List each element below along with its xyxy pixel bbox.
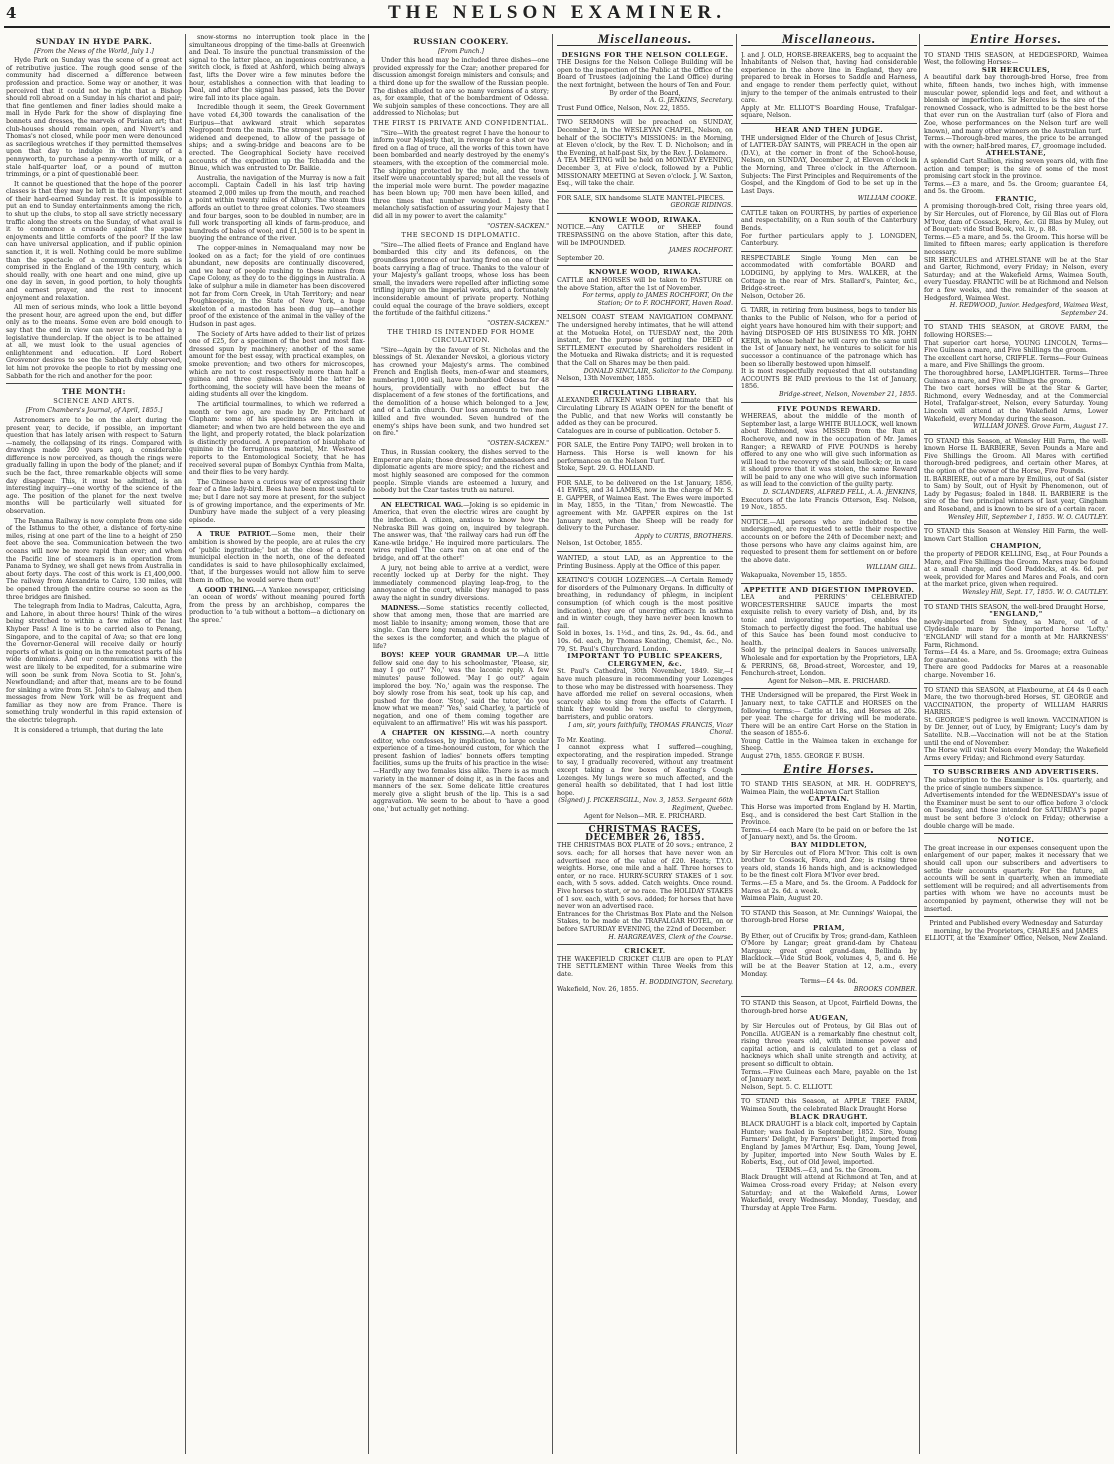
item-title: A CHAPTER ON KISSING.: [381, 730, 485, 738]
ad-body: THE CHRISTMAS BOX PLATE of 20 sovs.; entrance, 2 sovs. each; for all horses that have never won an advertised race of the value of £20. Heats; T.Y.O. weights. Horse, one mile and a half. Three horses to enter, or no race. HURRY-SCURRY STAKES of 1 sov. each, with 5 sovs. added. Catch weights. Once round. Five horses to start, or no race. The HOLIDAY STAKES of 1 sov. each, with 5 sovs. added; for horses that have never won an advertised race.: [557, 842, 733, 911]
ad-terms: Terms.—Five Guineas each Mare, payable on the 1st of January next.: [741, 1068, 917, 1084]
article-source: [From Punch.]: [438, 47, 484, 55]
item-body: —A Yankee newspaper, criticising 'an ocean of words' without meaning poured forth from the press by an archbishop, compares the production to 'a tub without a bottom—a dictionary on the spree.': [189, 586, 365, 624]
ad-footer: The Horse will visit Nelson every Monday; the Wakefield Arms every Friday; and Richmond every Saturday.: [924, 747, 1108, 762]
ad-signature: BROOKS COMBER.: [853, 985, 917, 993]
horse-advertisement: [924, 49, 1108, 321]
ad-body: Young Cattle in the Waimea taken in exchange for Sheep.: [741, 737, 917, 753]
horse-name: CHAMPION,: [990, 542, 1042, 551]
advertisement: [741, 583, 917, 689]
ad-body: A TEA MEETING will be held on MONDAY EVENING, December 3, at Five o'clock, followed by a Public MISSIONARY MEETING at Seven o'clock. J. W. Saxton, Esq., will take the chair.: [557, 157, 733, 188]
column-3: [373, 34, 549, 1456]
advertisement: [741, 303, 917, 401]
article-subhead: THE FIRST IS PRIVATE AND CONFIDENTIAL.: [373, 118, 549, 127]
advertisement: [741, 49, 917, 123]
advertisement: [557, 386, 733, 439]
ad-signature: H. HARGREAVES, Clerk of the Course.: [608, 933, 733, 941]
ad-body: THE undersigned Elder of the Church of Jesus Christ, of LATTER-DAY SAINTS, will PREACH in the open air (D.V.), at the corner in front of the School-house, Nelson, on SUNDAY, December 2, at Eleven o'clock in the Morning, and Three o'clock in the Afternoon. Subjects: The First Principles and Requirements of the Gospel, and the Kingdom of God to be set up in the Last Days.: [741, 134, 917, 195]
ad-signature: (Signed) J. PICKERSGILL, Nov. 3, 1853. Sergeant 66th Regiment, Quebec.: [558, 797, 733, 813]
article-paragraph: "Sire—Again by the favour of St. Nicholas and the blessings of St. Alexander Nevskoi, a glorious victory has crowned your Majesty's arms. The combined French and English fleets, men-of-war and steamers, numbering 1,000 sail, have bombarded Odessa for 48 hours, providentially with no effect but the displacement of a few stones of the fortifications, and the demolition of a house which belonged to a Jew, and of a Latin church. Our loss amounts to two men killed and five wounded. Seven hundred of the enemy's ships have been sunk, and two hundred set on fire.": [373, 346, 549, 438]
horse-name: BLACK DRAUGHT.: [790, 1112, 868, 1121]
ad-signature: GEORGE RIDINGS.: [670, 202, 733, 210]
paragraph-item: [373, 605, 549, 651]
item-body: —A little fellow said one day to his schoolmaster, 'Please, sir, may I go out?' 'No,' was the laconic reply. A few minutes' pause followed. 'May I go out?' again implored the boy. 'No,' again was the response. The boy slowly rose from his seat, took up his cap, and pushed for the door. 'Stop,' said the tutor, 'do you know what we mean?' 'Yes,' said Charley, 'a particle of negation, and one of them coming together are equivalent to an affirmative!' His wit was his passport.: [373, 652, 549, 728]
ad-body: THE WAKEFIELD CRICKET CLUB are open to PLAY THE SETTLEMENT within Three Weeks from this date.: [557, 955, 733, 978]
article-paragraph: "Sire—The allied fleets of France and England have bombarded this city and its defences, on the groundless pretence of our having fired on one of their boats carrying a flag of truce. Thanks to the valour of your Majesty's gallant troops, whose loss has been small, the invaders were repelled after inflicting some trifling injury on the imperial works, and a fortunately inconsiderable amount of private property. Nothing could equal the courage of the brave soldiers, except the fortitude of the faithful citizens.": [373, 241, 549, 318]
article-source: [From the News of the World, July 1.]: [34, 47, 154, 55]
advertisement: [741, 123, 917, 206]
paragraph-item: [189, 531, 365, 584]
item-title: AN ELECTRICAL WAG.: [381, 501, 464, 509]
horse-name: AUGEAN,: [809, 1014, 849, 1023]
advertisement: [741, 206, 917, 251]
ad-body: FOR SALE, the Entire Pony TAIPO; well broken in to Harness. This Horse is well known for his performances on the Nelson Turf.: [557, 442, 733, 465]
article-paragraph: Hyde Park on Sunday was the scene of a great act of retributive justice. The rough good sense of the community had discerned a difference between profession and practice. Some way or another, it was perceived that it could not be right that a Bishop should roll abroad on a Sunday in his chariot and pair; that fine gentlemen and finer ladies should make a mall in Hyde Park for the show of displaying fine bonnets and dresses, the marvels of Parisian art; that club-houses should remain open, and Nivert's and Thomas's not closed, while poor men were denounced as sacrilegious wretches if they permitted themselves upon that day to indulge in the luxury of a pennyworth, to purchase a penny-worth of milk, or a stale half-quarter loaf, or a pound of mutton trimmings, or a pint of questionable beer.: [6, 57, 182, 179]
ad-body: TO STAND this Season, at Upcot, Fairfield Downs, the thorough-bred horse: [741, 1000, 917, 1015]
ad-body: LEA and PERRINS' CELEBRATED WORCESTERSHIRE SAUCE imparts the most exquisite relish to every variety of Dish, and, by its tonic and invigorating properties, enables the Stomach to perfectly digest the food. The habitual use of this Sauce has been found most conducive to health.: [741, 594, 917, 647]
advertisement: [741, 688, 917, 763]
horse-advertisement: [741, 1094, 917, 1215]
ad-body: TO STAND this Season, at Wensley Hill Farm, the well-known Horse IL BARBIERE, Seven Pounds a Mare and Five Shillings the Groom. All Mares with certified thorough-bred pedigrees, and certain other Mares, at the option of the owner of the Horse, Five Pounds.: [924, 437, 1108, 476]
ad-footer: Catalogues are in course of publication. October 5.: [557, 427, 721, 435]
article-paragraph: All men of serious minds, who look a little beyond the present hour, are agreed upon the end, but differ only as to the means. Some even are bold enough to say that the end in view can never be reached by a legislative thunderclap. If the object is to be attained at all, we must look to the usual agencies of enlightenment and education. If Lord Robert Grosvenor desires to see the Sabbath duly observed, let him not provoke the people to riot by messing one Sabbath for the rich and another for the poor.: [6, 304, 182, 380]
horse-advertisement: [924, 524, 1108, 599]
item-title: BOYS! KEEP YOUR GRAMMAR UP.: [381, 652, 518, 660]
paragraph-item: [189, 587, 365, 625]
ad-body: by Sir Hercules out of Flora M'Ivor. This colt is own brother to Cossack, Flora, and Zoe; is rising three years old, stands 16 hands high, and is acknowledged to be the finest colt Flora M'Ivor ever bred.: [741, 849, 917, 880]
ad-body: ALEXANDER AITKEN wishes to intimate that his Circulating Library IS AGAIN OPEN for the benefit of the Public, and that new Works will constantly be added as they can be procured.: [557, 397, 733, 428]
ad-body: St. Paul's Cathedral, 30th November, 1849. Sir,—I have much pleasure in recommending your Lozenges to those who may be distressed with hoarseness. They have afforded me relief on several occasions, when scarcely able to sing from the effects of Catarrh. I think they would be very useful to clergymen, barristers, and public orators.: [557, 668, 733, 721]
ad-body: A splendid Cart Stallion, rising seven years old, with fine action and temper; is the sire of some of the most promising cart stock in the province.: [924, 157, 1108, 181]
ad-footer: Trust Fund Office, Nelson, Nov. 22, 1855.: [557, 104, 690, 112]
horse-advertisement: [741, 778, 917, 906]
ad-body: newly-imported from Sydney, sa Mare, out of a Clydesdale mare by the imported horse 'Lofty.' 'ENGLAND' will stand for a month at Mr. HARKNESS' Farm, Richmond.: [924, 618, 1108, 649]
ad-body: TO STAND this Season, at Mr. Cunnings' Waiopai, the thorough-bred Horse: [741, 909, 917, 925]
article-paragraph: The Society of Arts have added to their list of prizes one of £25, for a specimen of the best and most flax-dressed spun by machinery; another of the same amount for the best essay, with practical examples, on smoke prevention; and two others for microscopes, which are not to cost respectively more than half a guinea and three guineas. Should the latter be forthcoming, the society will have been the means of aiding students all over the kingdom.: [189, 330, 365, 399]
ad-body: THE Undersigned will be prepared, the First Week in January next, to take CATTLE and HORSES on the following terms:— Cattle at 18s., and Horses at 20s. per year. The charge for driving will be moderate. There will be an entire Cart Horse on the Station in the season of 1855-6.: [741, 692, 917, 738]
ad-signature: DONALD SINCLAIR, Solicitor to the Company.: [583, 367, 733, 375]
ad-heading: APPETITE AND DIGESTION IMPROVED.: [743, 585, 915, 594]
newspaper-title: THE NELSON EXAMINER.: [387, 2, 727, 23]
column-divider: [552, 34, 553, 1454]
ad-terms: Terms.—£3 a mare, and 5s. the Groom; guarantee £4, and 5s. the Groom.: [924, 180, 1108, 196]
ad-heading: CIRCULATING LIBRARY.: [592, 388, 698, 397]
ad-footer: Nelson, 1st October, 1855.: [557, 540, 643, 548]
advertisement: [557, 265, 733, 310]
ad-body: by Sir Hercules out of Proteus, by Gil Blas out of Poncilla. AUGEAN is a remarkably fine chestnut colt, rising three years old, with immense power and capital action, and is calculated to get a class of hackneys which shall unite strength and activity, at present so difficult to obtain.: [741, 1023, 917, 1069]
ad-signature: H. BODDINGTON, Secretary.: [639, 978, 733, 986]
ad-body: KEATING'S COUGH LOZENGES.—A Certain Remedy for disorders of the Pulmonary Organs. In difficulty of breathing, in redundancy of phlegm, in incipient consumption (of which cough is the most positive indication), they are of unerring efficacy. In asthma and in winter cough, they have never been known to fail.: [557, 577, 733, 630]
section-heading-misc: Miscellaneous.: [741, 35, 917, 46]
article-paragraph: The artificial tourmalines, to which we referred a month or two ago, are made by Dr. Pritchard of Clapham: some of his specimens are an inch in diameter; and when two are held between the eye and the light, and properly rotated, the black polarization is distinctly produced. A preparation of bisulphate of quinine in the ferruginous material, Mr. Westwood reports to the Entomological Society, that he has received several pupæ of Bombyx Cynthia from Malta, and their flies to be very hardy.: [189, 400, 365, 477]
ad-heading: KNOWLE WOOD, RIWAKA.: [588, 215, 702, 224]
ad-body: J. and J. OLD, HORSE-BREAKERS, beg to acquaint the Inhabitants of Nelson that, having had considerable experience in the above line in England, they are prepared to break in Horses to Saddle and Harness, and engage to render them perfectly quiet, without injury to the temper of the animals entrusted to their care.: [741, 51, 917, 105]
ad-body: NELSON COAST STEAM NAVIGATION COMPANY. The undersigned hereby intimates, that he will attend at the Motueka Hotel, on TUESDAY next, the 20th instant, for the purpose of getting the DEED of SETTLEMENT executed by Shareholders resident in the Motueka and Riwaka districts; and it is requested that the Call on Shares may be then paid.: [557, 314, 733, 367]
notice-body: Advertisements intended for the WEDNESDAY's issue of the Examiner must be sent to our office before 3 o'clock on Tuesday, and those intended for SATURDAY's paper must be sent before 3 o'clock on Friday; otherwise a double charge will be made.: [924, 792, 1108, 830]
ad-signature: JAMES ROCHFORT.: [668, 247, 733, 255]
section-heading-misc: Miscellaneous.: [557, 35, 733, 46]
ad-footer: There are good Paddocks for Mares at a reasonable charge. November 16.: [924, 664, 1108, 679]
advertisement: [557, 213, 733, 266]
column-6: [924, 34, 1108, 1456]
ad-signature: D. SCLANDERS, ALFRED FELL, A. A. JENKINS,: [762, 489, 917, 497]
section-heading-horses: Entire Horses.: [924, 35, 1108, 46]
notice: [924, 833, 1108, 916]
ad-body: Sold by the principal dealers in Sauces universally. Wholesale and for exportation by the Proprietors, LEA & PERRINS, 68, Broad-street, Worcester, and 19, Fenchurch-street, London.: [741, 647, 917, 678]
advertisement: [741, 251, 917, 304]
column-1: [6, 34, 182, 1456]
advertisement: [557, 49, 733, 116]
advertisement: [557, 551, 733, 573]
ad-footer: Stoke, Sept. 29. G. HOLLAND.: [557, 465, 655, 473]
ad-footer: Nelson, 13th November, 1855.: [557, 375, 655, 383]
horse-name: "ENGLAND,": [989, 610, 1043, 619]
ad-terms: Terms.—£4 each Mare (to be paid on or before the 1st of January next), and 5s. the Groom.: [741, 826, 917, 842]
advertisement: [557, 191, 733, 213]
ad-footer: Nelson, Sept. 5. C. ELLIOTT.: [741, 1083, 833, 1091]
notice-body: The great increase in our expenses consequent upon the enlargement of our paper, makes it necessary that we should call upon our subscribers and advertisers to settle their accounts quarterly. For the future, all accounts will be sent in quarterly, when an immediate settlement will be required; and all advertisements from parties with whom we have no accounts must be accompanied by payment, otherwise they will not be inserted.: [924, 844, 1108, 913]
imprint-text: Printed and Published every Wednesday and Saturday morning, by the Proprietors, CHARLES and JAMES ELLIOTT, at the 'Examiner' Office, Nelson, New Zealand.: [924, 920, 1108, 943]
ad-terms: Terms.—Thorough-bred mares, the price to be arranged with the owner; half-bred mares, £7, groomage included.: [924, 135, 1108, 150]
ad-body: For further particulars apply to J. LONGDEN, Canterbury.: [741, 232, 917, 248]
ad-signature: WILLIAM COOKE.: [857, 195, 917, 203]
ad-body: WANTED, a stout LAD, as an Apprentice to the Printing Business. Apply at the Office of this paper.: [557, 555, 733, 570]
notice-body: The subscription to the Examiner is 10s. quarterly, and the price of single numbers sixpence.: [924, 777, 1108, 792]
horse-advertisement: [741, 906, 917, 997]
ad-signature: Bridge-street, Nelson, November 21, 1855.: [778, 390, 917, 398]
ad-heading: DESIGNS FOR THE NELSON COLLEGE.: [561, 50, 729, 59]
page-number: 4: [6, 4, 17, 22]
horse-advertisement: [924, 600, 1108, 683]
ad-footer: Nelson, October 26.: [741, 292, 806, 300]
ad-body: CATTLE taken on FOURTHS, by parties of experience and respectability, on a Run south of the Canterbury Bends.: [741, 209, 917, 233]
ad-body: G. TARR, in retiring from business, begs to tender his thanks to the Public of Nelson, who for a period of eight years have honoured him with their support; and having DISPOSED OF HIS BUSINESS TO MR. JOHN KERR, in whose behalf he will carry on the same until the 1st of January next, he ventures to solicit for his successor a continuance of the patronage which has been so liberally bestowed upon himself.: [741, 307, 917, 368]
ad-signature: I am, sir, yours faithfully, THOMAS FRANCIS, Vicar Choral.: [568, 721, 733, 737]
item-title: MADNESS.: [381, 604, 420, 612]
article-paragraph: A jury, not being able to arrive at a verdict, were recently locked up at Derby for the night. They immediately commenced playing leap-frog, to the annoyance of the court, while they managed to pass away the night in sundry diversions.: [373, 564, 549, 602]
paragraph-item: [373, 502, 549, 563]
horse-advertisement: [741, 996, 917, 1094]
ad-body: TO STAND this SEASON, at Flaxbourne, at £4 4s 0 each Mare, the two thorough-bred Horses, ST. GEORGE and VACCINATION, the property of WILLIAM HARRIS HARRIS.: [924, 686, 1108, 717]
ad-body: A beautiful dark bay thorough-bred Horse, free from white, fifteen hands, two inches high, with immense muscular power, splendid legs and feet, and without a blemish or imperfection. Sir Hercules is the sire of the renowned Cossack, who is admitted to be the best horse that ever run on the Australian turf (also of Flora and Zoe, whose performances on the Nelson turf are well known), and many other winners on the Australian turf.: [924, 74, 1108, 135]
column-divider: [919, 34, 920, 1454]
horse-name: PRIAM,: [812, 923, 846, 932]
ad-body: TO STAND this Season at Wensley Hill Farm, the well-known Cart Stallion: [924, 528, 1108, 543]
ad-body: TO STAND THIS SEASON, at GROVE FARM, the following HORSES:—: [924, 324, 1108, 339]
ad-body: This Horse was imported from England by H. Martin, Esq., and is considered the best Cart Stallion in the Province.: [741, 804, 917, 827]
article-paragraph: Under this head may be included three dishes—one provided expressly for the Czar; another prepared for discussion amongst foreign ministers and consuls; and a third done up for the swallow of the Russian people. The dishes alluded to are so many versions of a story; as, for example, that of the bombardment of Odessa. We subjoin samples of these concoctions. They are all addressed to Nicholas; but: [373, 57, 549, 118]
ad-signature: For terms, apply to JAMES ROCHFORT, On the Station; Or to F. ROCHFORT, Haven Road.: [582, 292, 733, 307]
advertisement: [557, 438, 733, 475]
ad-signature: Wensley Hill, September 1, 1855. W. O. CAUTLEY.: [947, 513, 1108, 521]
signature: "OSTEN-SACKEN.": [487, 319, 549, 327]
ad-heading: CRICKET.: [624, 947, 666, 956]
item-body: —Some men, their their ambition is showed by the people, are at rules the cry of 'public ingratitude;' but at the close of a recent municipal election in the north, one of the defeated candidates is said to have philosophically exclaimed, 'that, if the burgesses would not allow him to serve them in office, he would serve them out!': [189, 531, 365, 584]
ad-terms: Terms—£4 4s. a Mare, and 5s. Groomage; extra Guineas for guarantee.: [924, 649, 1108, 664]
article-title: SUNDAY IN HYDE PARK.: [35, 37, 153, 46]
ad-body: CATTLE and HORSES will be taken to PASTURE on the above Station, after the 1st of November.: [557, 277, 733, 292]
divider: [6, 383, 182, 384]
ad-footer: Wakapuaka, November 15, 1855.: [741, 572, 848, 579]
ad-line: By order of the Board,: [609, 89, 681, 97]
divider: [189, 527, 365, 528]
ad-body: Sold in boxes, 1s. 1½d., and tins, 2s. 9d., 4s. 6d., and 10s. 6d. each, by Thomas Keating, Chemist, &c., No. 79, St. Paul's Churchyard, London.: [557, 630, 733, 653]
column-divider: [185, 34, 186, 1454]
paragraph-item: [373, 652, 549, 728]
horse-name: CAPTAIN.: [808, 795, 850, 804]
ad-footer: To Mr. Keating.: [557, 736, 606, 744]
horse-advertisement: [924, 434, 1108, 525]
ad-signature: WILLIAM GILL.: [866, 564, 917, 572]
ad-heading: HEAR AND THEN JUDGE.: [774, 125, 884, 134]
article-paragraph: Thus, in Russian cookery, the dishes served to the Emperor are plain; those dressed for ambassadors and diplomatic agents are more spicy; and the richest and most highly seasoned are composed for the common people. Simple viands are esteemed a luxury, and nobody but the Czar tastes truth au naturel.: [373, 449, 549, 495]
ad-body: That superior cart horse, YOUNG LINCOLN, Terms—Five Guineas a mare, and Five Shillings the groom.: [924, 339, 1108, 355]
column-2: [189, 34, 365, 1456]
ad-signature: Apply to CURTIS, BROTHERS.: [635, 532, 733, 540]
column-divider: [736, 34, 737, 1454]
ad-agent: Agent for Nelson—MR. E. PRICHARD.: [767, 677, 891, 685]
ad-body: It is most respectfully requested that all outstanding ACCOUNTS BE PAID previous to the 1st of January, 1856.: [741, 368, 917, 391]
horse-name: BAY MIDDLETON,: [790, 841, 868, 849]
ad-signature: WILLIAM JONES. Grove Farm, August 17.: [973, 423, 1108, 431]
ad-terms: Terms.—£5 a Mare, and 5s. the Groom. A Paddock for Mares at 2s. 6d. a week.: [741, 879, 917, 895]
article-paragraph: The Panama Railway is now complete from one side of the Isthmus to the other, a distance of forty-nine miles, rising at one part of the line to a height of 250 feet above the sea. Communication between the two oceans will now be more rapid than ever; and when the Pacific line of steamers is in operation from Panama to Sydney, we shall get news from Australia in about forty days. The cost of this work is £1,400,000. The railway from Alexandria to Cairo, 130 miles, will be opened through the entire course so soon as the three bridges are finished.: [6, 517, 182, 601]
article-title: RUSSIAN COOKERY.: [413, 37, 509, 46]
article-paragraph: It is considered a triumph, that during the late: [14, 726, 164, 734]
horse-name: SIR HERCULES,: [981, 65, 1051, 74]
column-4: [557, 34, 733, 1456]
item-body: —Joking is so epidemic in America, that even the electric wires are caught by the infection. A citizen, anxious to know how the Nebraska Bill was going on, inquired by telegraph. The answer was, that 'the railway cars had run off the Kane-wile bridge.' He inquired more particulars. The wires replied 'The cars ran on at one end of the bridge, and off at the other!': [373, 501, 549, 562]
ad-footer: September 20.: [557, 254, 605, 262]
ad-body: The two cart horses will be at the Star & Garter, Richmond, every Wednesday, and at the Commercial Hotel, Trafalgar-street, Nelson, every Saturday. Young Lincoln will attend at the Wakefield Arms, Lower Wakefield, every Monday during the season.: [924, 385, 1108, 423]
ad-body: Entrances for the Christmas Box Plate and the Nelson Stakes, to be made at the TRAFALGAR HOTEL, on or before SATURDAY EVENING, the 22nd of December.: [557, 910, 733, 933]
horse-advertisement: [924, 320, 1108, 433]
signature: "OSTEN-SACKEN.": [487, 439, 549, 447]
ad-terms: TERMS.—£3, and 5s. the Groom.: [776, 1166, 882, 1174]
ad-terms: Terms—£4 4s. 0d.: [800, 978, 858, 986]
ad-body: TO STAND THIS SEASON, the well-bred Draught Horse,: [924, 603, 1106, 611]
ad-body: THE Designs for the Nelson College Building will be open to the inspection of the Public at the Office of the Board of Trustees (adjoining the Land Office) during the next fortnight, between the hours of Ten and Four.: [557, 59, 733, 89]
ad-body: Black Draught will attend at Richmond at Ten, and at Waimea Cross-road every Friday; at Nelson every Saturday; and at the Wakefield Arms, Lower Wakefield, every Wednesday. Monday, Tuesday, and Thursday at Apple Tree Farm.: [741, 1174, 917, 1212]
article-paragraph: "Sire—With the greatest regret I have the honour to inform your Majesty that, in revenge for a shot or two fired on a flag of truce, all the works of this town have been bombarded and nearly destroyed by the enemy's steamers, with the exception of the commercial mole. The shipping protected by the mole, and the town itself were unaccountably spared; but all the vessels of the imperial mole were burnt. The powder magazine has been blown up; 700 men have been killed, and three times that number wounded. I have the melancholy satisfaction of assuring your Majesty that I did all in my power to avert the calamity.": [373, 129, 549, 221]
ad-body: the property of PEDOR KELLING, Esq., at Four Pounds a Mare, and Five Shillings the Groom. Mares may be found at a small charge, and Good Paddocks, at 4s. 6d. per week, provided for Mares and Mares and Foals, and corn at the market price, given when required.: [924, 551, 1108, 589]
item-title: A TRUE PATRIOT.: [197, 531, 272, 539]
ad-body: FOR SALE, to be delivered on the 1st January, 1856, 41 EWES, and 34 LAMBS, now in the charge of Mr. S. E. GAPPER, of Waimea East. The Ewes were imported in May, 1855, in the 'Titan,' from Newcastle. The agreement with Mr. GAPPER expires on the 1st January next, when the Sheep will be ready for delivery to the Purchaser.: [557, 479, 733, 533]
ad-body: IL BARBIERE, out of a mare by Emilius, out of Sal (sister to Sam) by Soult, out of Hysit by Phenomenon, out of Lady by Pegasus; foaled in 1848. IL BARBIERE is the sire of the two principal winners of last year, Gingham and Roseband, and is known to be sire of a certain racer.: [924, 475, 1108, 514]
ad-body: SIR HERCULES and ATHELSTANE will be at the Star and Garter, Richmond, every Friday; in Nelson, every Saturday; and at the Wakefield Arms, Waimea South, every Tuesday. FRANTIC will be at Richmond and Nelson for a few weeks, and the remainder of the season at Hedgesford, Waimea West.: [924, 256, 1108, 302]
item-body: —Some statistics recently collected, show that among men, those that are married are most liable to insanity; among women, those that are single. Can there long remain a doubt as to which of the sexes is the comforter, and which the plague of life?: [373, 604, 549, 650]
ad-terms: Terms.—£5 a mare, and 5s. the Groom. This horse will be limited to fifteen mares; early application is therefore necessary.: [924, 233, 1108, 257]
article-paragraph: The telegraph from India to Madras, Calcutta, Agra, and Lahore, in about three hours! Think of the wires being stretched to within a few miles of the last Khyber Pass! A line is to be carried also to Penang, Singapore, and to the capital of Ava; so that ere long the Governor-General will receive daily or hourly reports of what is going on in the remotest parts of his wide dominions. And our communications with the west are likely to be expedited, for a submarine wire will soon be sunk from Nova Scotia to St. John's, Newfoundland; and after that, means are to be found for sinking a wire from St. John's to Galway, and then messages from New York will be as frequent and familiar as they now are from France. There is something truly wonderful in this rapid extension of the electric telegraph.: [6, 603, 182, 725]
notice-heading: TO SUBSCRIBERS AND ADVERTISERS.: [932, 768, 1100, 777]
ad-body: NOTICE.—Any CATTLE or SHEEP found TRESPASSING on the above Station, after this date, will be IMPOUNDED.: [557, 224, 733, 247]
article-paragraph: Astronomers are to be on the alert during the present year, to decide, if possible, an important question that has lately arisen with respect to Saturn—namely, the collapsing of its rings. Compared with drawings made 200 years ago, a considerable difference is now perceived, as though the rings were gradually falling in upon the body of the planet; and if such be the fact, three remarkable objects will some day disappear. This, it must be admitted, is an interesting inquiry—one worthy of the science of the age. The position of the planet for the next twelve months will be particularly well situated for observation.: [6, 416, 182, 516]
item-title: A GOOD THING.: [197, 586, 256, 594]
ad-body: FOR SALE, SIX handsome SLATE MANTEL-PIECES.: [557, 194, 725, 202]
ad-signature: A. G. JENKINS, Secretary.: [649, 97, 733, 105]
ad-body: BLACK DRAUGHT is a black colt, imported by Captain Hunter; was foaled in September, 1852. Sire, Young Farmers' Delight, by Farmers' Delight, imported from England by James M'Arthur, Esq. Dam, Young Jewel, by Jupiter, imported into New South Wales by E. Roberts, Esq., out of Old Jewel, imported.: [741, 1121, 917, 1167]
horse-advertisement: [924, 683, 1108, 766]
ad-body: Apply at Mr. ELLIOT'S Boarding House, Trafalgar-square, Nelson.: [741, 104, 917, 120]
ad-body: TO STAND THIS SEASON, at MR. H. GODFREY'S, Waimea Plain, the well-known Cart Stallion: [741, 781, 917, 796]
masthead: [0, 0, 1114, 30]
ad-body: A promising thorough-bred Colt, rising three years old, by Sir Hercules, out of Florence, by Gil Blas out of Flora M'Ivor, dam of Cossack, Hero, &c. Gil Blas by Muley, out of Bouquet: vide Stud Book, vol. iv., p. 88.: [924, 203, 1108, 234]
masthead-rule: [4, 26, 1110, 28]
ad-signature: Wensley Hill, Sept. 17, 1855. W. O. CAUTLEY.: [962, 588, 1108, 596]
ad-body: The excellent cart horse, CRIFFLE. Terms—Four Guineas a mare, and Five Shillings the groom.: [924, 354, 1108, 370]
ad-heading: IMPORTANT TO PUBLIC SPEAKERS, CLERGYMEN, &c.: [567, 652, 723, 668]
advertisement: [557, 476, 733, 551]
notice: [924, 765, 1108, 833]
ad-body: TWO SERMONS will be preached on SUNDAY, December 2, in the WESLEYAN CHAPEL, Nelson, on behalf of the SOCIETY's MISSIONS: in the Morning, at Eleven o'clock, by the Rev. T. D. Nicholson; and in the Evening, at half-past Six, by the Rev. J. Dolamore.: [557, 119, 733, 157]
notice-heading: NOTICE.: [997, 836, 1035, 845]
advertisement: [557, 573, 733, 823]
ad-body: The thoroughbred horse, LAMPLIGHTER. Terms—Three Guineas a mare, and Five Shillings the groom.: [924, 369, 1108, 385]
article-paragraph: Incredible though it seem, the Greek Government have voted £4,300 towards the canalisation of the Euripus—that awkward strait which separates Negropont from the main. The strongest part is to be widened and deepened, to allow of the passage of ships; and a swing-bridge and beacons are to be erected. The Geographical Society have received accounts of the expedition up the Tchadda and the Binue, which was entrusted to Dr. Baikie.: [189, 104, 365, 173]
article-title: THE MONTH:: [62, 387, 126, 397]
article-paragraph: snow-storms no interruption took place in the simultaneous dropping of the time-balls at Greenwich and Deal. To insure the punctual transmission of the signal to the latter place, an ingenious contrivance, a switch clock, is fixed at Ashford, which being always fast, lifts the Dover wire a few minutes before the hour, establishes a connection with that leading to Deal, and after the signal has passed, lets the Dover wire fall into its place again.: [189, 34, 365, 102]
item-body: —A north country editor, who confesses, by implication, to large ocular experience of a time-honoured custom, for which the present fashion of ladies' bonnets offers tempting facilities, sums up the fruits of his practice in the wise:—Hardly any two females kiss alike. There is as much variety in the manner of doing it, as in the faces and manners of the sex. Some delicate little creatures merely give a slight brush of the lip. This is a sad aggravation. We seem to be about to 'have a good one,' but actually get nothing.: [373, 730, 549, 813]
ad-agent: Agent for Nelson—MR. E. PRICHARD.: [583, 812, 707, 820]
article-subtitle: SCIENCE AND ARTS.: [53, 396, 135, 405]
imprint: [924, 916, 1108, 946]
ad-footer: August 27th, 1855. GEORGE F. BUSH.: [741, 753, 865, 761]
article-source: [From Chambers's Journal, of April, 1855.]: [25, 407, 163, 415]
article-paragraph: The copper-mines in Nemaqualand may now be looked on as a fact; for the yield of ore continues abundant, new deposits are continually discovered, and we hear of people rushing to these mines from Cape Colony, as they do to the diggings in Australia. A lake of sulphur a mile in diameter has been discovered not far from Corn Creek, in Utah Territory; and near Poughkeepsie, in the State of New York, a huge skeleton of a mastodon has been dug up—another proof of the existence of the animal in the valley of the Hudson in past ages.: [189, 245, 365, 328]
ad-footer: Wakefield, Nov. 26, 1855.: [557, 986, 639, 994]
ad-heading: FIVE POUNDS REWARD.: [777, 404, 881, 413]
ad-body: TO STAND this Season, at APPLE TREE FARM, Waimea South, the celebrated Black Draught Horse: [741, 1098, 917, 1113]
horse-name: FRANTIC,: [995, 194, 1037, 203]
ad-body: By Ether, out of Crucifix by Tros; grand-dam, Kathleen O'More by Langar; great grand-dam by Chateau Margaux; great great grand-dam, Bellinda by Blacklock.—Vide Stud Book, volumes 4, 5, and 6. He will be at the Beaver Station at 12, a.m., every Monday.: [741, 932, 917, 978]
article-subhead: THE SECOND IS DIPLOMATIC.: [401, 231, 521, 240]
ad-body: St. GEORGE'S pedigree is well known. VACCINATION is by Dr. Jenner, out of Lucy, by Emigrant; Lucy's dam by Satellite. N.B.—Vaccination will not be at the Station until the end of November.: [924, 716, 1108, 747]
ad-body: RESPECTABLE Single Young Men can be accommodated with comfortable BOARD and LODGING, by applying to Mrs. WALKER, at the Cottage in the rear of Mrs. Stallard's, Painter, &c., Bridge-street.: [741, 254, 917, 293]
ad-body: TO STAND THIS SEASON, at HEDGESFORD, Waimea West, the following Horses:—: [924, 51, 1108, 67]
advertisement: [741, 402, 917, 515]
advertisement: [557, 310, 733, 385]
ad-body: NOTICE.—All persons who are indebted to the undersigned, are requested to settle their respective accounts on or before the 24th of December next; and those persons who have any claims against him, are requested to present them for settlement on or before the above date.: [741, 518, 917, 564]
ad-heading: CHRISTMAS RACES, DECEMBER 26, 1855.: [585, 825, 705, 843]
ad-signature: H. REDWOOD, Junior. Hedgesford, Waimea West, September 24.: [949, 302, 1108, 317]
advertisement: [557, 944, 733, 997]
divider: [373, 498, 549, 499]
ad-body: WHEREAS, about the middle of the month of September last, a large WHITE BULLOCK, well known about Richmond, was MISSED from the Run at Rocherove, and now in the occupation of Mr. James Ranger; a REWARD of FIVE POUNDS is hereby offered to any one who will give such information as will lead to the recovery of the said bullock; or, in case it should prove that it was stolen, the same Reward will be paid to any one who will give such information as will lead to the conviction of the guilty party.: [741, 413, 917, 489]
advertisement: [741, 515, 917, 583]
article-paragraph: The Chinese have a curious way of expressing their fear of a fine lady-bird. Bees have been most useful to me; but I dare not say more at present, for the subject is of growing importance, and the experiments of Mr. Dunbury have made the subject of a very pleasing episode.: [189, 478, 365, 524]
advertisement: [557, 115, 733, 190]
ad-body: I cannot express what I suffered—coughing, expectorating, and the respiration impeded. Strange to say, I gradually recovered, without any treatment except taking a few boxes of Keating's Cough Lozenges. My lungs were so much affected, and the general health so debilitated, that I had lost little hope.: [557, 744, 733, 797]
column-5: [741, 34, 917, 1456]
article-subhead: THE THIRD IS INTENDED FOR HOME CIRCULATION.: [387, 328, 535, 344]
section-heading-horses: Entire Horses.: [741, 765, 917, 776]
article-paragraph: It cannot be questioned that the hope of the poorer classes is that they may be left in the quiet enjoyment of their hard-earned Sunday rest. It is impossible to put an end to Sunday entertainments among the rich, to shut up the clubs, to stop all save strictly necessary traffic along the streets on the Sunday, of what avail is it to commence a crusade against the sparse enjoyments and little comforts of the poor? If the law can have universal application, and if public opinion sanction it, it is well. Nothing could be more sublime than the spectacle of a community such as is comprised in the England of the 19th century, which should really, with one heart and one mind, give up one day in seven, in good portion, to holy thoughts and earnest prayer, and the rest to innocent enjoyment and relaxation.: [6, 180, 182, 302]
advertisement: [557, 823, 733, 944]
column-divider: [368, 34, 369, 1454]
horse-name: ATHELSTANE,: [985, 149, 1047, 158]
paragraph-item: [373, 730, 549, 814]
signature: "OSTEN-SACKEN.": [487, 222, 549, 230]
ad-footer: Waimea Plain, August 20.: [741, 895, 823, 903]
ad-footer: Executors of the late Francis Otterson, Esq. Nelson, 19 Nov., 1855.: [741, 496, 917, 512]
article-paragraph: Australia, the navigation of the Murray is now a fait accompli. Captain Cadell in his last trip having steamed 2,000 miles up from the mouth, and reached a point within twenty miles of Albury. The steam thus affords an outlet to three great colonies. Two steamers and four barges, soon to be doubled in number, are in full work transporting all kinds of farm-produce, and hundreds of bales of wool; and £1,500 is to be spent in buoying the entrance of the river.: [189, 174, 365, 243]
ad-heading: KNOWLE WOOD, RIWAKA.: [588, 268, 702, 277]
